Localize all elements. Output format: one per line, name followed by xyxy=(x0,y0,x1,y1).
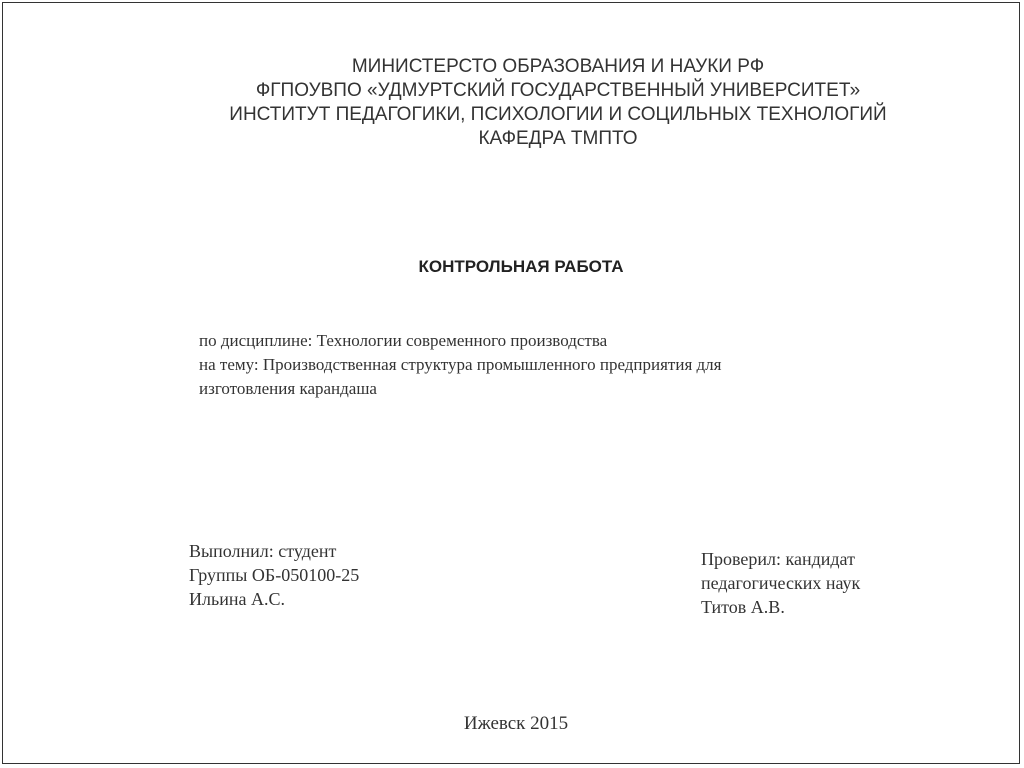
reviewer-name: Титов А.В. xyxy=(701,597,785,617)
topic-continuation-line: изготовления карандаша xyxy=(199,379,377,398)
author-group: Группы ОБ-050100-25 xyxy=(189,565,360,585)
reviewer-role: Проверил: кандидат xyxy=(701,549,855,569)
author-block xyxy=(189,539,509,611)
document-title: КОНТРОЛЬНАЯ РАБОТА xyxy=(418,257,624,276)
discipline-line: по дисциплине: Технологии современного производства xyxy=(199,331,608,350)
subject-block xyxy=(199,329,899,401)
reviewer-degree: педагогических наук xyxy=(701,573,861,593)
university-line: ФГПОУВПО «УДМУРТСКИЙ ГОСУДАРСТВЕННЫЙ УНИВЕРСИТЕТ» xyxy=(255,80,861,101)
author-role: Выполнил: студент xyxy=(189,541,337,561)
topic-line: на тему: Производственная структура промышленного предприятия для xyxy=(199,355,722,374)
institution-header xyxy=(3,55,1024,151)
city-year: Ижевск 2015 xyxy=(463,713,569,734)
reviewer-block xyxy=(701,547,1001,619)
author-name: Ильина А.С. xyxy=(189,589,285,609)
department-line: КАФЕДРА ТМПТО xyxy=(478,128,638,149)
institute-line: ИНСТИТУТ ПЕДАГОГИКИ, ПСИХОЛОГИИ И СОЦИЛЬНЫХ ТЕХНОЛОГИЙ xyxy=(229,104,887,125)
ministry-line: МИНИСТЕРСТО ОБРАЗОВАНИЯ И НАУКИ РФ xyxy=(351,56,765,77)
title-page xyxy=(2,2,1020,764)
